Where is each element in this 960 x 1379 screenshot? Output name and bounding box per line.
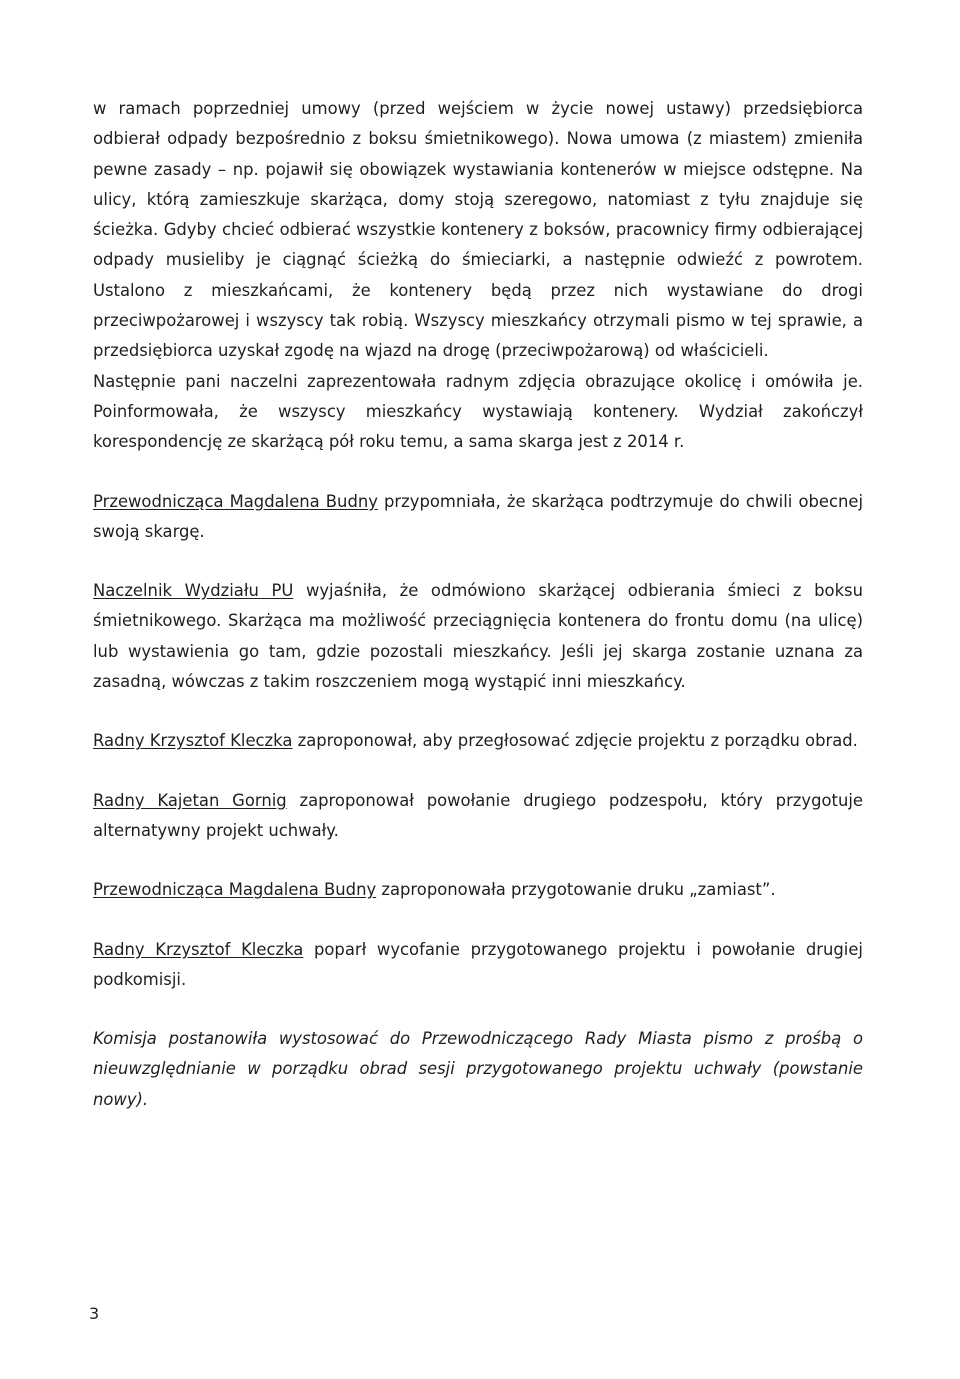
document-body	[93, 94, 863, 1115]
paragraph-kleczka-support	[93, 935, 863, 996]
page-number: 3	[89, 1304, 100, 1323]
paragraph-chair-proposal	[93, 875, 863, 905]
speaker-name: Przewodnicząca Magdalena Budny	[93, 491, 378, 511]
speaker-name: Radny Krzysztof Kleczka	[93, 731, 293, 751]
paragraph-text: przypomniała, że skarżąca podtrzymuje do chwili obecnej swoją skargę.	[93, 491, 863, 541]
paragraph-text: zaproponował, aby przegłosować zdjęcie projektu z porządku obrad.	[292, 731, 858, 751]
paragraph-commission-decision	[93, 1024, 863, 1115]
paragraph-context	[93, 94, 863, 367]
paragraph-gornig-proposal	[93, 786, 863, 847]
paragraph-head-explanation	[93, 576, 863, 697]
paragraph-photos	[93, 367, 863, 458]
paragraph-kleczka-proposal	[93, 726, 863, 756]
paragraph-text: poparł wycofanie przygotowanego projektu i powołanie drugiej podkomisji.	[93, 939, 863, 989]
speaker-name: Przewodnicząca Magdalena Budny	[93, 880, 377, 900]
paragraph-text: zaproponowała przygotowanie druku „zamiast”.	[376, 880, 776, 900]
paragraph-text: Komisja postanowiła wystosować do Przewodniczącego Rady Miasta pismo z prośbą o nieuwzględnianie w porządku obrad sesji przygotowanego projektu uchwały (powstanie nowy).	[93, 1029, 863, 1109]
paragraph-text: wyjaśniła, że odmówiono skarżącej odbierania śmieci z boksu śmietnikowego. Skarżąca ma możliwość przeciągnięcia kontenera do frontu domu (na ulicę) lub wystawienia go tam, gdzie pozostali mieszkańcy. Jeśli jej skarga zostanie uznana za zasadną, wówczas z takim roszczeniem mogą wystąpić inni mieszkańcy.	[93, 581, 863, 692]
paragraph-text: w ramach poprzedniej umowy (przed wejściem w życie nowej ustawy) przedsiębiorca odbierał odpady bezpośrednio z boksu śmietnikowego). Nowa umowa (z miastem) zmieniła pewne zasady – np. pojawił się obowiązek wystawiania kontenerów w miejsce odstępne. Na ulicy, którą zamieszkuje skarżąca, domy stoją szeregowo, natomiast z tyłu znajduje się ścieżka. Gdyby chcieć odbierać wszystkie kontenery z boksów, pracownicy firmy odbierającej odpady musieliby je ciągnąć ścieżką do śmieciarki, a następnie odwieźć z powrotem. Ustalono z mieszkańcami, że kontenery będą przez nich wystawiane do drogi przeciwpożarowej i wszyscy tak robią. Wszyscy mieszkańcy otrzymali pismo w tej sprawie, a przedsiębiorca uzyskał zgodę na wjazd na drogę (przeciwpożarową) od właścicieli.	[93, 99, 863, 361]
paragraph-text: zaproponował powołanie drugiego podzespołu, który przygotuje alternatywny projekt uchwały.	[93, 790, 863, 840]
speaker-name: Naczelnik Wydziału PU	[93, 581, 294, 601]
paragraph-chair-reminder	[93, 487, 863, 548]
paragraph-text: Następnie pani naczelni zaprezentowała radnym zdjęcia obrazujące okolicę i omówiła je. Poinformowała, że wszyscy mieszkańcy wystawiają kontenery. Wydział zakończył korespondencję ze skarżącą pół roku temu, a sama skarga jest z 2014 r.	[93, 371, 863, 452]
speaker-name: Radny Krzysztof Kleczka	[93, 939, 304, 959]
speaker-name: Radny Kajetan Gornig	[93, 790, 287, 810]
